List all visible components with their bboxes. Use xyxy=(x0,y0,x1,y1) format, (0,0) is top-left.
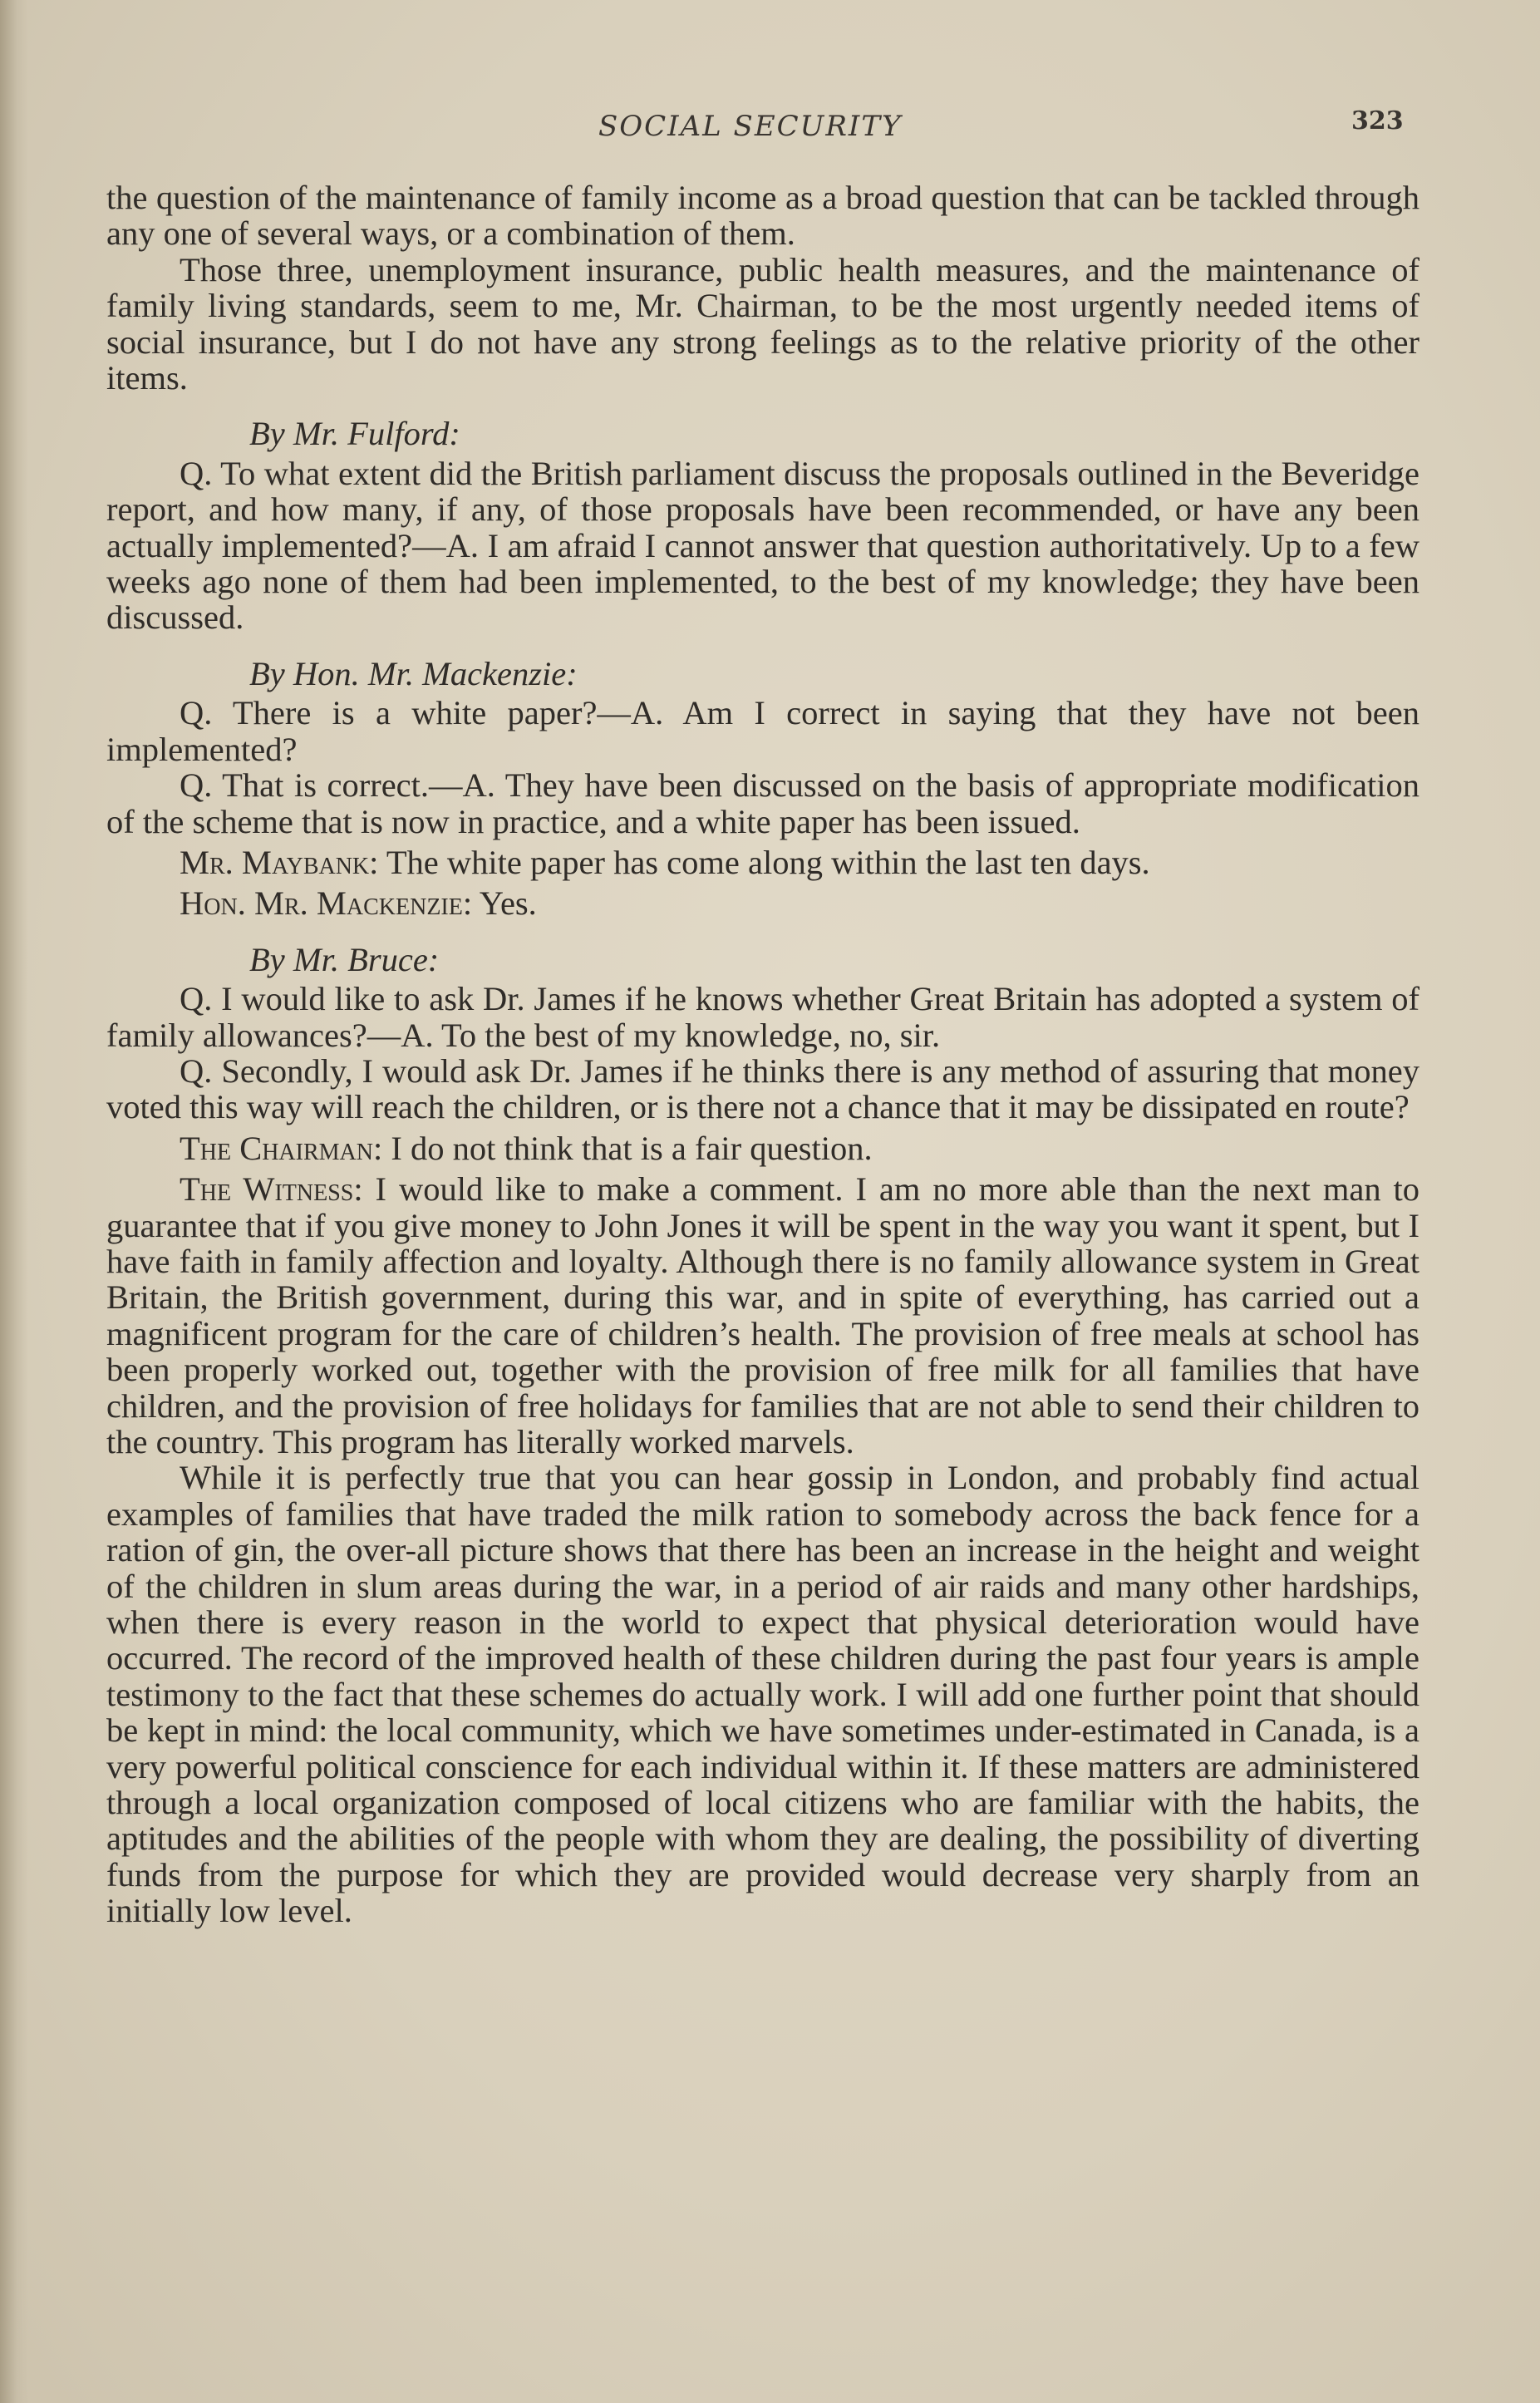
speaker-name: Hon. Mr. Mackenzie: xyxy=(180,884,473,923)
statement-text: The white paper has come along within the last ten days. xyxy=(378,843,1150,881)
question-answer: Q. That is correct.—A. They have been discussed on the basis of appropriate modification of the scheme that is now in practice, and a white paper has been issued. xyxy=(106,766,1419,840)
questioner-heading: By Hon. Mr. Mackenzie: xyxy=(249,654,578,692)
speaker-name: The Chairman: xyxy=(180,1129,383,1167)
running-title: SOCIAL SECURITY xyxy=(598,110,903,143)
speaker-statement xyxy=(106,885,1419,921)
question-answer: Q. Secondly, I would ask Dr. James if he thinks there is any method of assuring that money voted this way will reach the children, or is there not a chance that it may be dissipated en route? xyxy=(106,1051,1419,1126)
page-binding-edge xyxy=(0,0,28,2403)
speaker-name: The Witness: xyxy=(180,1170,363,1209)
statement-text: Yes. xyxy=(472,884,537,923)
speaker-statement xyxy=(106,844,1419,880)
paragraph: the question of the maintenance of family income as a broad question that can be tackled through any one of several ways, or a combination of them. xyxy=(106,179,1419,253)
questioner-heading: By Mr. Fulford: xyxy=(249,415,460,453)
questioner-heading: By Mr. Bruce: xyxy=(249,940,440,978)
page-number: 323 xyxy=(1351,106,1404,135)
paragraph: Those three, unemployment insurance, public health measures, and the maintenance of family living standards, seem to me, Mr. Chairman, to be the most urgently needed items of social insurance, but I do not have any strong feelings as to the relative priority of the other items. xyxy=(106,250,1419,397)
statement-text: I would like to make a comment. I am no more able than the next man to guarantee that if you give money to John Jones it will be spent in the way you want it spent, but I have faith in family affection and loyalty. Although there is no family allowance system in Great Britain, the British government, during this war, and in spite of everything, has carried out a magnificent program for the care of children’s health. The provision of free meals at school has been properly worked out, together with the provision of free milk for all families that have children, and the provision of free holidays for families that are not able to send their children to the country. This program has literally worked marvels. xyxy=(106,1170,1419,1460)
body-text xyxy=(106,180,1419,1929)
speaker-name: Mr. Maybank: xyxy=(180,843,379,881)
statement-text: I do not think that is a fair question. xyxy=(382,1129,873,1167)
question-answer: Q. To what extent did the British parliament discuss the proposals outlined in the Beveridge report, and how many, if any, of those proposals have been recommended, or have any been actually implemented?—A. I am afraid I cannot answer that question authoritatively. Up to a few weeks ago none of them had been implemented, to the best of my knowledge; they have been discussed. xyxy=(106,454,1419,637)
question-answer: Q. I would like to ask Dr. James if he knows whether Great Britain has adopted a system of family allowances?—A. To the best of my knowledge, no, sir. xyxy=(106,980,1419,1054)
speaker-statement xyxy=(106,1130,1419,1166)
paragraph: While it is perfectly true that you can hear gossip in London, and probably find actual examples of families that have traded the milk ration to somebody across the back fence for a ration of gin, the over-all picture shows that there has been an increase in the height and weight of the children in slum areas during the war, in a period of air raids and many other hardships, when there is every reason in the world to expect that physical deterioration would have occurred. The record of the improved health of these children during the past four years is ample testimony to the fact that these schemes do actually work. I will add one further point that should be kept in mind: the local community, which we have sometimes under-estimated in Canada, is a very powerful political conscience for each individual within it. If these matters are administered through a local organization composed of local citizens who are familiar with the habits, the aptitudes and the abilities of the people with whom they are dealing, the possibility of diverting funds from the purpose for which they are provided would decrease very sharply from an initially low level. xyxy=(106,1459,1419,1930)
question-answer: Q. There is a white paper?—A. Am I correct in saying that they have not been implemented? xyxy=(106,694,1419,768)
speaker-statement xyxy=(106,1171,1419,1460)
